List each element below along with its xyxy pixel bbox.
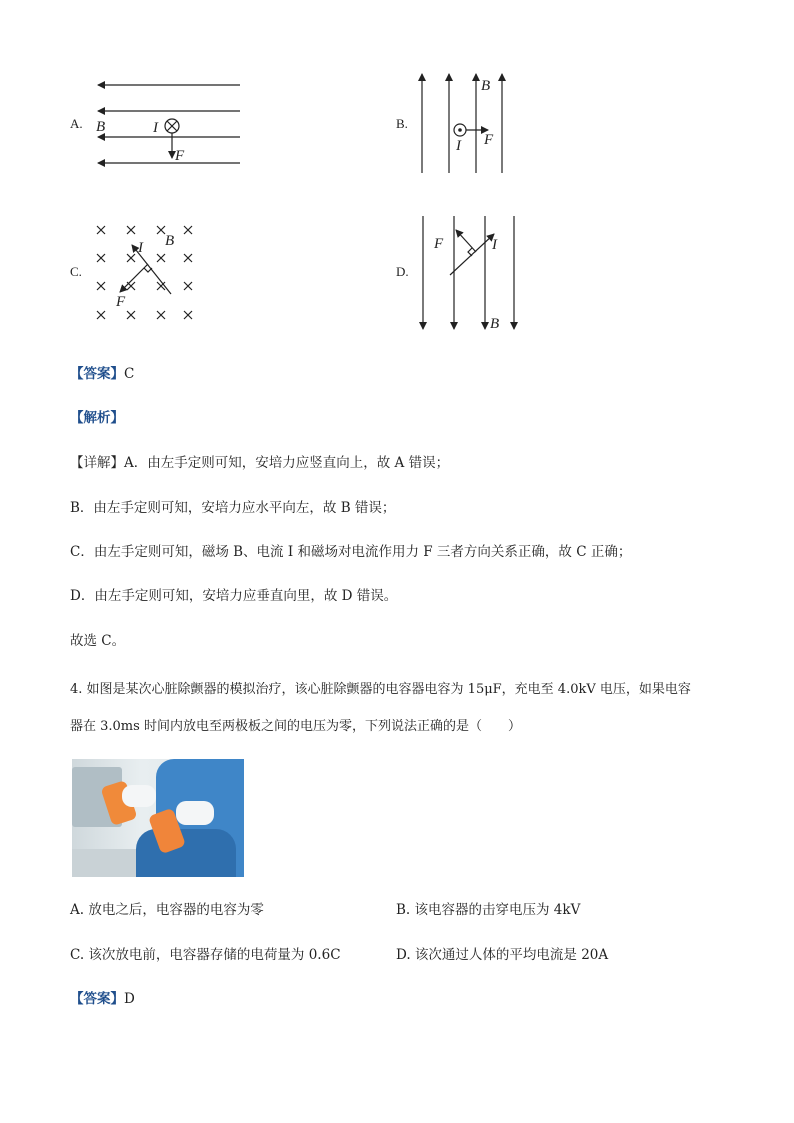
defibrillator-photo bbox=[72, 759, 244, 877]
figure-d-diagram bbox=[396, 214, 536, 334]
answer-value: C bbox=[124, 366, 135, 382]
detail-tag: 【详解】 bbox=[70, 455, 124, 471]
figure-d-label: D. bbox=[396, 264, 409, 279]
q4-option-b: B. 该电容器的击穿电压为 4kV bbox=[396, 902, 581, 918]
label-b: B bbox=[481, 78, 491, 94]
q4-option-a: A. 放电之后，电容器的电容为零 bbox=[70, 902, 264, 918]
q4-stem-line-1: 4. 如图是某次心脏除颤器的模拟治疗，该心脏除颤器的电容器电容为 15μF，充电至 4.0kV 电压，如果电容 bbox=[70, 682, 691, 697]
q3-detail-line-3: C．由左手定则可知，磁场 B、电流 I 和磁场对电流作用力 F 三者方向关系正确，故 C 正确； bbox=[70, 544, 632, 560]
label-f: F bbox=[484, 132, 494, 148]
q3-conclusion: 故选 C。 bbox=[70, 633, 126, 649]
figure-c-label: C. bbox=[70, 264, 82, 279]
q4-option-d: D. 该次通过人体的平均电流是 20A bbox=[396, 947, 609, 963]
label-i: I bbox=[138, 240, 143, 256]
label-b: B bbox=[490, 316, 500, 332]
label-i: I bbox=[153, 120, 158, 136]
q3-detail-line-1: 【详解】A．由左手定则可知，安培力应竖直向上，故 A 错误； bbox=[70, 455, 450, 471]
label-i: I bbox=[456, 138, 461, 154]
q3-detail-line-4: D．由左手定则可知，安培力应垂直向里，故 D 错误。 bbox=[70, 588, 398, 604]
figure-option-d bbox=[396, 214, 536, 334]
figure-option-a bbox=[70, 70, 260, 180]
label-b: B bbox=[165, 233, 175, 249]
q4-answer bbox=[70, 989, 135, 1009]
figure-b-label: B. bbox=[396, 116, 408, 131]
field-into-page-crosses bbox=[97, 226, 192, 319]
answer-value: D bbox=[124, 991, 135, 1007]
label-f: F bbox=[434, 236, 444, 252]
q3-analysis-tag: 【解析】 bbox=[70, 410, 124, 426]
figure-option-c bbox=[70, 218, 220, 328]
q3-answer bbox=[70, 364, 134, 384]
q3-detail-line-2: B．由左手定则可知，安培力应水平向左，故 B 错误； bbox=[70, 500, 396, 516]
label-i: I bbox=[492, 237, 497, 253]
label-b: B bbox=[96, 119, 106, 135]
glove-right bbox=[176, 801, 214, 825]
doctor-leg bbox=[136, 829, 236, 877]
answer-tag: 【答案】 bbox=[70, 366, 124, 382]
label-f: F bbox=[175, 148, 185, 164]
q4-stem-line-2: 器在 3.0ms 时间内放电至两极板之间的电压为零，下列说法正确的是（ ） bbox=[70, 719, 521, 734]
current-arrow bbox=[450, 234, 494, 275]
figure-a-label: A. bbox=[70, 116, 83, 131]
answer-tag: 【答案】 bbox=[70, 991, 124, 1007]
force-arrow bbox=[456, 230, 476, 252]
figure-a-diagram bbox=[70, 70, 260, 180]
q4-option-c: C. 该次放电前，电容器存储的电荷量为 0.6C bbox=[70, 947, 341, 963]
figure-c-diagram bbox=[70, 218, 220, 328]
label-f: F bbox=[116, 294, 126, 310]
figure-b-diagram bbox=[396, 70, 536, 180]
glove-left bbox=[122, 785, 156, 807]
figure-option-b bbox=[396, 70, 536, 180]
